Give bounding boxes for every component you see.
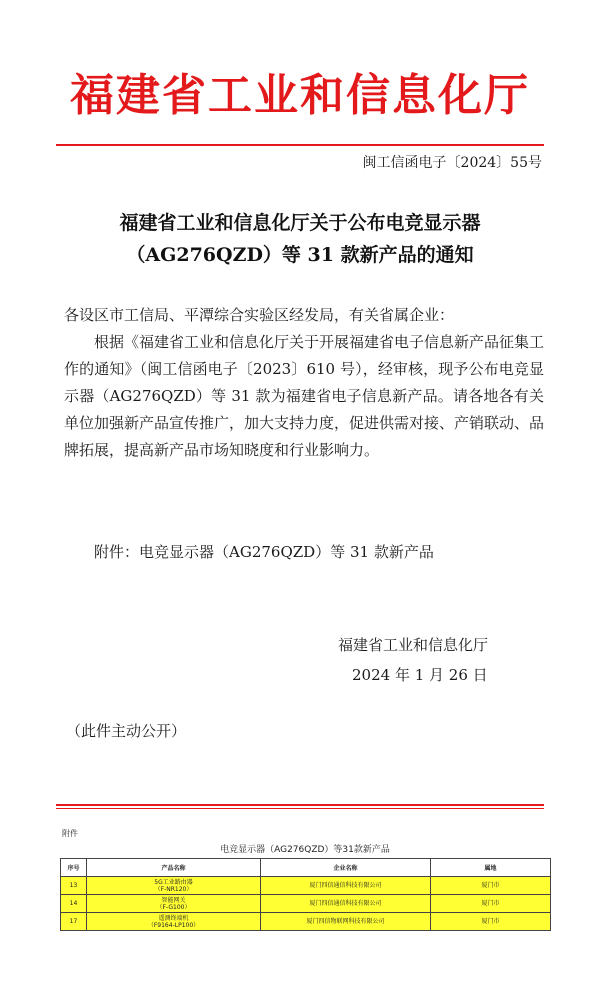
attachment-reference: 附件：电竞显示器（AG276QZD）等 31 款新产品	[94, 543, 434, 561]
column-header-no: 序号	[61, 859, 87, 877]
column-header-company: 企业名称	[261, 859, 431, 877]
table-row	[61, 913, 551, 931]
red-separator-rule	[56, 144, 544, 146]
cell-location: 厦门市	[431, 895, 551, 913]
column-header-product: 产品名称	[87, 859, 261, 877]
document-title-line-2: （AG276QZD）等 31 款新产品的通知	[126, 244, 474, 266]
masthead-title: 福建省工业和信息化厅	[70, 70, 530, 121]
table-header-row	[61, 859, 551, 877]
cell-no: 17	[61, 913, 87, 931]
attachment-label: 附件	[62, 829, 78, 838]
cell-company: 厦门四信物联网科技有限公司	[261, 913, 431, 931]
product-model: （F-NR120）	[154, 885, 193, 893]
cell-no: 13	[61, 877, 87, 895]
red-double-rule	[56, 804, 544, 809]
cell-product	[87, 895, 261, 913]
document-title-line-1: 福建省工业和信息化厅关于公布电竞显示器	[119, 212, 481, 234]
signature-date: 2024 年 1 月 26 日	[352, 666, 488, 684]
signature-block	[338, 630, 488, 690]
disclosure-note: （此件主动公开）	[66, 722, 187, 740]
cell-no: 14	[61, 895, 87, 913]
table-row	[61, 895, 551, 913]
document-body	[64, 302, 544, 464]
product-model: （F9164-LP100）	[147, 921, 200, 929]
product-name: 5G工业路由器	[154, 878, 193, 886]
product-table	[60, 858, 551, 931]
signature-org: 福建省工业和信息化厅	[338, 636, 489, 654]
product-model: （F-G100）	[156, 903, 191, 911]
table-row	[61, 877, 551, 895]
salutation: 各设区市工信局、平潭综合实验区经发局，有关省属企业：	[64, 306, 455, 324]
attachment-table-title: 电竞显示器（AG276QZD）等31款新产品	[220, 845, 390, 855]
column-header-location: 属地	[431, 859, 551, 877]
cell-product	[87, 913, 261, 931]
product-name: 遥测终端机	[158, 914, 189, 922]
cell-company: 厦门四信通信科技有限公司	[261, 877, 431, 895]
cell-location: 厦门市	[431, 877, 551, 895]
cell-product	[87, 877, 261, 895]
document-number: 闽工信函电子〔2024〕55号	[362, 155, 542, 171]
document-title	[56, 207, 544, 271]
cell-location: 厦门市	[431, 913, 551, 931]
product-name: 智能网关	[161, 896, 186, 904]
body-paragraph: 根据《福建省工业和信息化厅关于开展福建省电子信息新产品征集工作的通知》（闽工信函电子〔2023〕610 号），经审核，现予公布电竞显示器（AG276QZD）等 31 款为福建省电子信息新产品。请各地各有关单位加强新产品宣传推广，加大支持力度，促进供需对接、产销联动、品牌拓展，提高新产品市场知晓度和行业影响力。	[64, 333, 545, 459]
cell-company: 厦门四信通信科技有限公司	[261, 895, 431, 913]
